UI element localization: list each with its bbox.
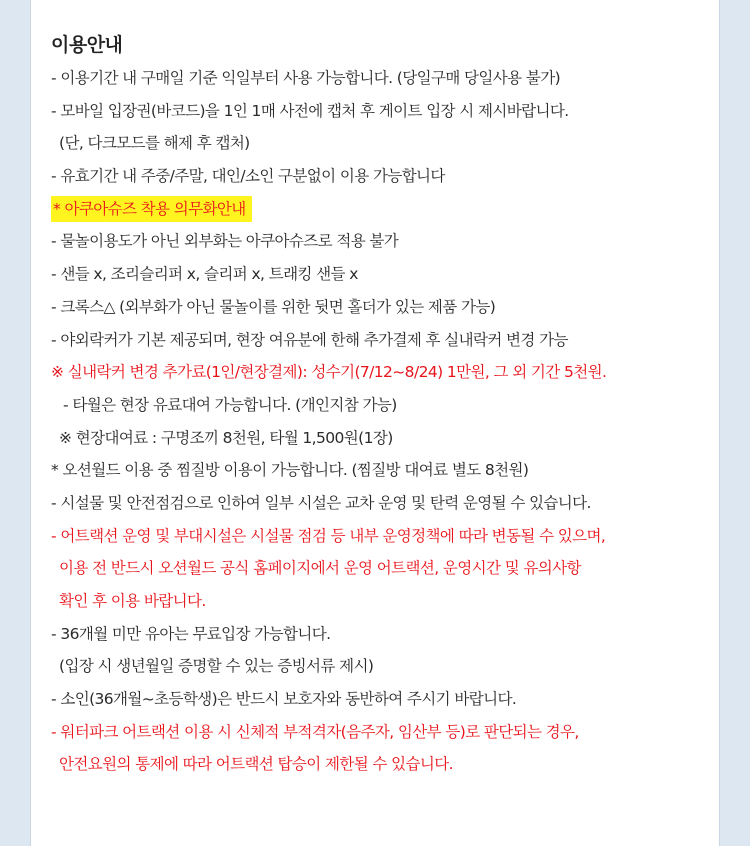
guide-line-towel-rental: - 타월은 현장 유료대여 가능합니다. (개인지참 가능)	[63, 395, 397, 414]
guide-line-dark-mode-note: (단, 다크모드를 해제 후 캡처)	[59, 134, 250, 153]
guide-line-attraction-changes-3: 확인 후 이용 바랍니다.	[59, 592, 206, 610]
guide-line-birth-proof: (입장 시 생년월일 증명할 수 있는 증빙서류 제시)	[59, 657, 374, 676]
guide-line-child-guardian: - 소인(36개월~초등학생)은 반드시 보호자와 동반하여 주시기 바랍니다.	[51, 690, 517, 709]
guide-line-ride-restriction-2: 안전요원의 통제에 따라 어트랙션 탑승이 제한될 수 있습니다.	[59, 755, 453, 774]
guide-line-infant-free: - 36개월 미만 유아는 무료입장 가능합니다.	[51, 624, 331, 643]
guide-line-rental-fees: ※ 현장대여료 : 구명조끼 8천원, 타월 1,500원(1장)	[59, 428, 393, 447]
aqua-shoes-notice-highlight: * 아쿠아슈즈 착용 의무화안내	[51, 196, 252, 222]
guide-line-crocs: - 크록스△ (외부화가 아닌 물놀이를 위한 뒷면 홀더가 있는 제품 가능)	[51, 297, 496, 316]
guide-line-sauna: * 오션월드 이용 중 찜질방 이용이 가능합니다. (찜질방 대여료 별도 8천원)	[51, 461, 529, 480]
guide-line-ride-restriction: - 워터파크 어트랙션 이용 시 신체적 부적격자(음주자, 임산부 등)로 판단되는 경우,	[51, 722, 579, 741]
guide-line-mobile-ticket: - 모바일 입장권(바코드)을 1인 1매 사전에 캡처 후 게이트 입장 시 제시바랍니다.	[51, 101, 569, 120]
page-title: 이용안내	[51, 34, 123, 56]
guide-line-facility-inspection: - 시설물 및 안전점검으로 인하여 일부 시설은 교차 운영 및 탄력 운영될 수 있습니다.	[51, 493, 591, 512]
guide-line-outdoor-shoes: - 물놀이용도가 아닌 외부화는 아쿠아슈즈로 적용 불가	[51, 232, 399, 251]
guide-line-sandals: - 샌들 x, 조리슬리퍼 x, 슬리퍼 x, 트래킹 샌들 x	[51, 265, 358, 284]
document-panel	[30, 0, 720, 846]
guide-line-validity: - 유효기간 내 주중/주말, 대인/소인 구분없이 이용 가능합니다	[51, 167, 445, 186]
guide-line-locker-fee: ※ 실내락커 변경 추가료(1인/현장결제): 성수기(7/12~8/24) 1만원, 그 외 기간 5천원.	[51, 363, 607, 382]
usage-guide	[51, 28, 711, 781]
guide-line-lockers: - 야외락커가 기본 제공되며, 현장 여유분에 한해 추가결제 후 실내락커 변경 가능	[51, 330, 568, 349]
guide-line-attraction-changes-2: 이용 전 반드시 오션월드 공식 홈페이지에서 운영 어트랙션, 운영시간 및 유의사항	[59, 559, 581, 578]
guide-line-attraction-changes: - 어트랙션 운영 및 부대시설은 시설물 점검 등 내부 운영정책에 따라 변동될 수 있으며,	[51, 526, 606, 545]
aqua-shoes-notice-row	[51, 193, 711, 226]
guide-line-usage-period: - 이용기간 내 구매일 기준 익일부터 사용 가능합니다. (당일구매 당일사용 불가)	[51, 69, 561, 87]
